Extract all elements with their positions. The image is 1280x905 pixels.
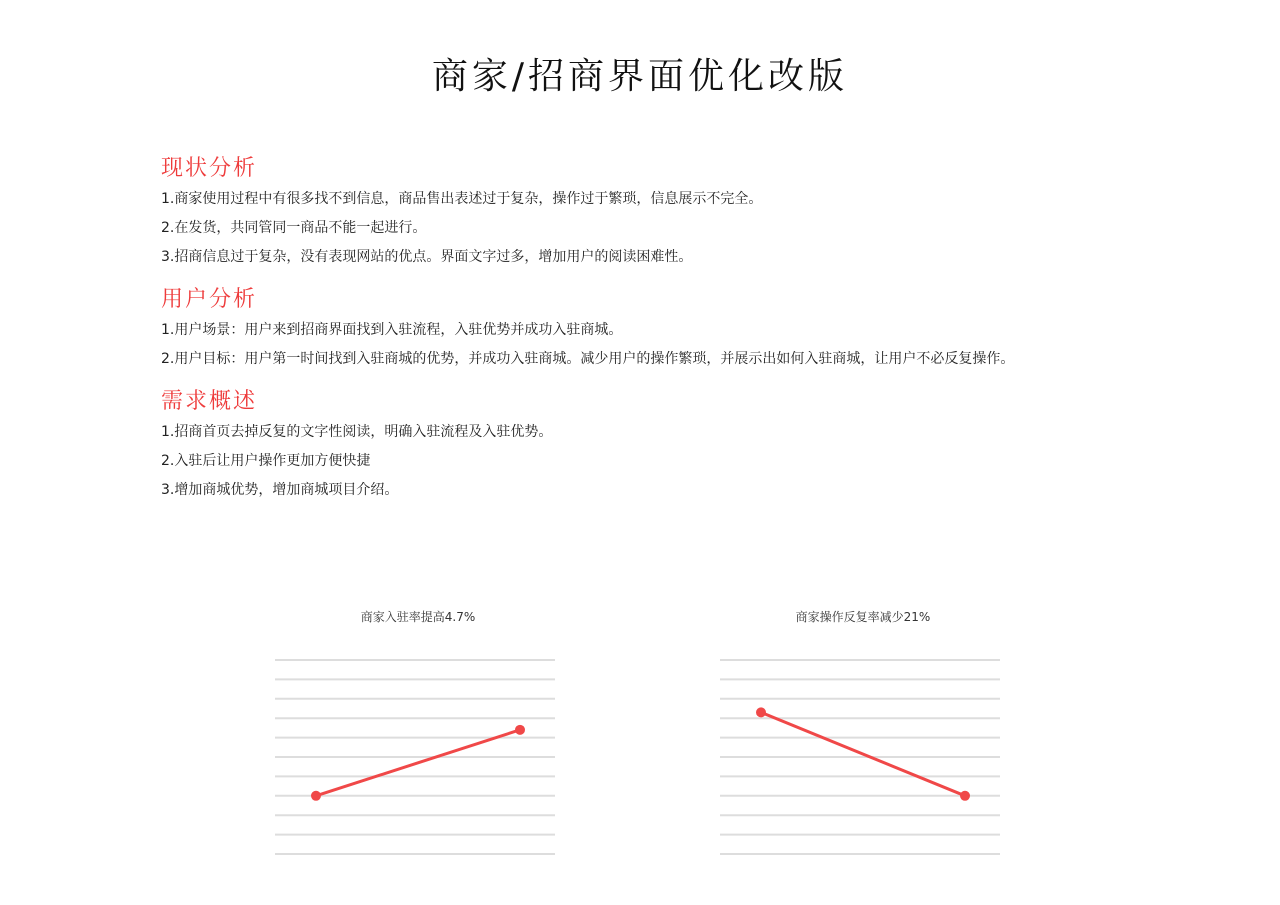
- section-heading: 需求概述: [161, 389, 258, 414]
- section-line: 1.招商首页去掉反复的文字性阅读，明确入驻流程及入驻优势。: [161, 424, 553, 440]
- page-title: 商家/招商界面优化改版: [431, 56, 849, 97]
- data-point: [515, 725, 525, 735]
- data-point: [960, 791, 970, 801]
- chart-merchant-repeat-rate: [713, 600, 1013, 870]
- section-line: 1.用户场景：用户来到招商界面找到入驻流程，入驻优势并成功入驻商城。: [161, 322, 623, 338]
- section-status-analysis: [161, 152, 1161, 275]
- series-line: [316, 730, 520, 796]
- chart-plot: [713, 600, 1013, 870]
- chart-title: 商家入驻率提高4.7%: [360, 610, 476, 624]
- section-heading: 现状分析: [161, 156, 258, 181]
- data-point: [756, 707, 766, 717]
- chart-merchant-join-rate: [268, 600, 568, 870]
- section-heading: 用户分析: [161, 287, 258, 312]
- data-point: [311, 791, 321, 801]
- section-line: 2.在发货，共同管同一商品不能一起进行。: [161, 220, 427, 236]
- section-line: 3.招商信息过于复杂，没有表现网站的优点。界面文字过多，增加用户的阅读困难性。: [161, 249, 693, 265]
- chart-plot: [268, 600, 568, 870]
- series-line: [761, 712, 965, 795]
- section-user-analysis: [161, 283, 1161, 377]
- section-requirements: [161, 385, 1161, 508]
- section-line: 3.增加商城优势，增加商城项目介绍。: [161, 482, 399, 498]
- chart-title: 商家操作反复率减少21%: [795, 610, 931, 624]
- section-line: 2.入驻后让用户操作更加方便快捷: [161, 453, 371, 469]
- section-line: 1.商家使用过程中有很多找不到信息，商品售出表述过于复杂，操作过于繁琐，信息展示不完全。: [161, 191, 763, 207]
- section-line: 2.用户目标：用户第一时间找到入驻商城的优势，并成功入驻商城。减少用户的操作繁琐，并展示出如何入驻商城，让用户不必反复操作。: [161, 351, 1015, 367]
- content: [161, 152, 1161, 516]
